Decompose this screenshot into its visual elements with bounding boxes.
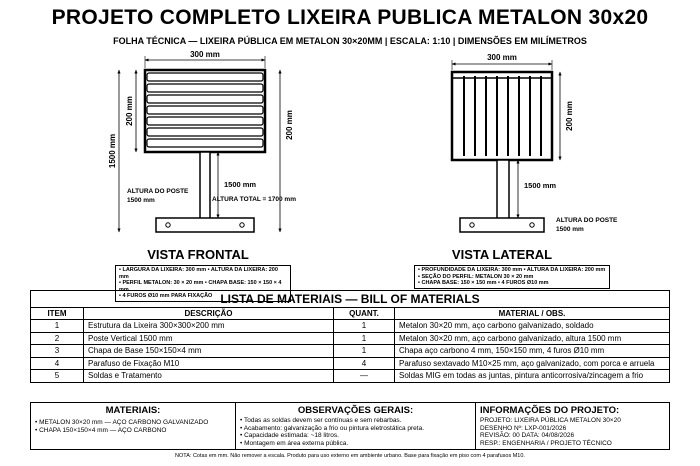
bom-cell-description: Poste Vertical 1500 mm <box>84 332 334 345</box>
front-dim-pole: 1500 mm <box>224 180 257 189</box>
footer-notes-item: • Montagem em área externa pública. <box>240 439 349 447</box>
side-dim-depth: 300 mm <box>487 53 517 62</box>
bom-cell-material: Metalon 30×20 mm, aço carbono galvanizado, altura 1500 mm <box>395 332 670 345</box>
footer-notes-item: • Capacidade estimada: ~18 litros. <box>240 432 339 439</box>
front-dim-width: 300 mm <box>190 50 220 59</box>
front-spec-line: • PERFIL METALON: 30 × 20 mm • CHAPA BASE: 150 × 150 × 4 mm <box>119 280 287 293</box>
footer-materials-item: • CHAPA 150×150×4 mm — AÇO CARBONO <box>35 426 167 434</box>
side-view <box>452 53 618 262</box>
bom-cell-quantity: 1 <box>334 345 395 358</box>
bom-cell-description: Estrutura da Lixeira 300×300×200 mm <box>84 320 334 333</box>
bom-header-quantity: QUANT. <box>334 308 395 320</box>
footer-notes-item: • Acabamento: galvanização a frio ou pintura eletrostática preta. <box>240 424 425 432</box>
side-pole-label-2: 1500 mm <box>556 226 584 233</box>
bom-cell-quantity: — <box>334 370 395 383</box>
bom-title: LISTA DE MATERIAIS — BILL OF MATERIALS <box>31 291 670 308</box>
bom-header-description: DESCRIÇÃO <box>84 308 334 320</box>
side-pole <box>497 160 509 222</box>
footer-project-item: PROJETO: LIXEIRA PÚBLICA METALON 30×20 <box>480 417 621 424</box>
footer-materials <box>31 403 236 449</box>
bom-cell-item: 5 <box>31 370 84 383</box>
bom-cell-material: Metalon 30×20 mm, aço carbono galvanizado, soldado <box>395 320 670 333</box>
bom-cell-quantity: 1 <box>334 332 395 345</box>
table-row <box>31 357 670 370</box>
bom-cell-material: Parafuso sextavado M10×25 mm, aço galvanizado, com porca e arruela <box>395 357 670 370</box>
bom-cell-item: 1 <box>31 320 84 333</box>
front-dim-total: 1500 mm <box>108 133 117 169</box>
footer-materials-title: MATERIAIS: <box>105 405 161 416</box>
front-pole-label-2: 1500 mm <box>127 197 155 204</box>
footer-info-block <box>30 402 670 450</box>
table-row <box>31 345 670 358</box>
side-spec-line: • PROFUNDIDADE DA LIXEIRA: 300 mm • ALTURA DA LIXEIRA: 200 mm <box>418 267 606 274</box>
bom-cell-description: Soldas e Tratamento <box>84 370 334 383</box>
bom-cell-description: Parafuso de Fixação M10 <box>84 357 334 370</box>
bom-header-item: ITEM <box>31 308 84 320</box>
front-spec-line: • 4 FUROS Ø10 mm PARA FIXAÇÃO <box>119 293 287 300</box>
bom-header-material: MATERIAL / OBS. <box>395 308 670 320</box>
side-bin-body <box>452 72 552 160</box>
footer-project-item: DESENHO Nº: LXP-001/2026 <box>480 424 567 432</box>
page-title: PROJETO COMPLETO LIXEIRA PUBLICA METALON 30x20 <box>51 6 649 29</box>
side-spec-line: • CHAPA BASE: 150 × 150 mm • 4 FUROS Ø10 mm <box>418 280 606 287</box>
table-row <box>31 332 670 345</box>
front-pole <box>200 152 210 224</box>
front-view <box>108 50 296 262</box>
footer-note: NOTA: Cotas em mm. Não remover a escala. Produto para uso externo em ambiente urbano. Base para fixação em piso com 4 parafusos M10. <box>175 453 525 459</box>
front-dim-bin-height: 200 mm <box>125 96 134 126</box>
front-spec-line: • LARGURA DA LIXEIRA: 300 mm • ALTURA DA LIXEIRA: 200 mm <box>119 267 287 280</box>
footer-notes-item: • Todas as soldas devem ser contínuas e sem rebarbas. <box>240 417 402 424</box>
side-pole-label-1: ALTURA DO POSTE <box>556 217 618 224</box>
side-dim-bin-height: 200 mm <box>565 101 574 131</box>
front-slats <box>147 73 263 147</box>
bom-cell-material: Soldas MIG em todas as juntas, pintura anticorrosiva/zincagem a frio <box>395 370 670 383</box>
footer-notes <box>236 403 476 449</box>
bom-cell-item: 4 <box>31 357 84 370</box>
side-specs-box <box>414 265 610 289</box>
bom-cell-item: 3 <box>31 345 84 358</box>
bom-cell-item: 2 <box>31 332 84 345</box>
side-dim-pole: 1500 mm <box>524 181 557 190</box>
bom-cell-quantity: 1 <box>334 320 395 333</box>
front-view-title: VISTA FRONTAL <box>147 247 249 262</box>
footer-materials-item: • METALON 30×20 mm — AÇO CARBONO GALVANIZADO <box>35 419 209 426</box>
bom-cell-quantity: 4 <box>334 357 395 370</box>
footer-project-item: RESP.: ENGENHARIA / PROJETO TÉCNICO <box>480 439 612 447</box>
bom-cell-material: Chapa aço carbono 4 mm, 150×150 mm, 4 furos Ø10 mm <box>395 345 670 358</box>
front-total-label: ALTURA TOTAL = 1700 mm <box>212 196 296 203</box>
side-view-title: VISTA LATERAL <box>451 247 553 262</box>
table-row <box>31 370 670 383</box>
bom-cell-description: Chapa de Base 150×150×4 mm <box>84 345 334 358</box>
bill-of-materials-table <box>30 290 670 383</box>
footer-notes-title: OBSERVAÇÕES GERAIS: <box>297 405 414 416</box>
front-dim-right: 200 mm <box>285 110 294 140</box>
front-pole-label-1: ALTURA DO POSTE <box>127 188 189 195</box>
side-spec-line: • SEÇÃO DO PERFIL: METALON 30 × 20 mm <box>418 274 606 281</box>
table-row <box>31 320 670 333</box>
page-subtitle: FOLHA TÉCNICA — LIXEIRA PÚBLICA EM METALON 30×20MM | ESCALA: 1:10 | DIMENSÕES EM MILÍMETROS <box>113 36 587 46</box>
footer-project-item: REVISÃO: 00 DATA: 04/08/2026 <box>480 432 575 439</box>
footer-project-info <box>476 403 669 449</box>
bom-header-row <box>31 308 670 320</box>
footer-project-title: INFORMAÇÕES DO PROJETO: <box>480 405 620 416</box>
